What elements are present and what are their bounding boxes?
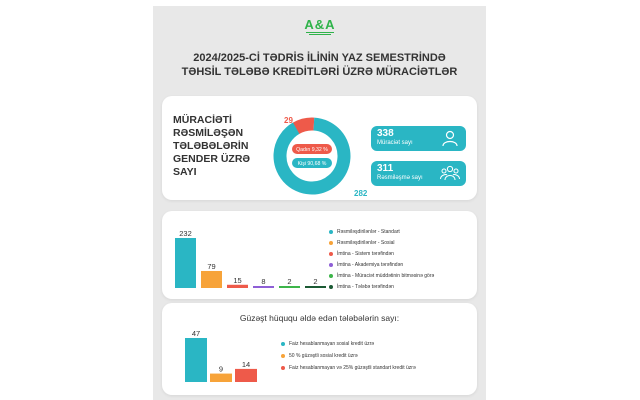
legend-item bbox=[329, 229, 400, 235]
applications-bar-chart bbox=[169, 218, 331, 296]
legend-item bbox=[329, 251, 394, 257]
legend-dot bbox=[329, 274, 333, 278]
bar-value-label: 79 bbox=[207, 261, 216, 271]
applications-value: 338 bbox=[377, 128, 394, 139]
bar-value-label: 15 bbox=[233, 275, 242, 285]
bar-value-label: 232 bbox=[179, 229, 192, 238]
gender-donut-chart bbox=[253, 106, 371, 198]
legend-label: Faiz hesablanmayan və 25% güzəştli standart kredit üzrə bbox=[289, 365, 416, 371]
value-label-female: 29 bbox=[284, 116, 293, 125]
legend-label: İmtina - Sistem tərəfindən bbox=[337, 251, 394, 257]
page-title-line2: TƏHSİL TƏLƏBƏ KREDİTLƏRİ ÜZRƏ MÜRACİƏTLƏR bbox=[181, 66, 458, 78]
infographic-page bbox=[153, 6, 486, 400]
bar-value-label: 2 bbox=[313, 277, 318, 286]
legend-item bbox=[281, 353, 358, 359]
legend-dot bbox=[329, 285, 333, 289]
legend-label: İmtina - Akademiya tərəfindən bbox=[337, 262, 404, 268]
legend-item bbox=[329, 284, 394, 290]
legend-item bbox=[329, 273, 434, 279]
legend-dot bbox=[329, 230, 333, 234]
logo-subtitle bbox=[298, 32, 342, 37]
bar bbox=[201, 271, 222, 288]
logo bbox=[298, 17, 342, 37]
page-title-line1: 2024/2025-Cİ TƏDRİS İLİNİN YAZ SEMESTRİNDƏ bbox=[193, 52, 446, 64]
legend-label: 50 % güzəştli sosial kredit üzrə bbox=[289, 353, 358, 359]
legend-label: İmtina - Müraciət müddətinin bitməsinə görə bbox=[337, 273, 435, 279]
users-group-icon bbox=[440, 164, 460, 182]
applications-label: Müraciət sayı bbox=[377, 140, 413, 146]
bar-value-label: 8 bbox=[261, 277, 266, 286]
legend-dot bbox=[281, 366, 285, 370]
pill-male-text: Kişi 90,68 % bbox=[297, 161, 327, 167]
donut-hole bbox=[288, 132, 337, 181]
legend-label: Faiz hesablanmayan sosial kredit üzrə bbox=[289, 341, 375, 347]
logo-mark: A&A bbox=[304, 17, 336, 32]
discount-bar-chart bbox=[181, 326, 265, 386]
legend-item bbox=[329, 240, 395, 246]
logo-subtitle-lines bbox=[300, 32, 340, 36]
bar-value-label: 47 bbox=[191, 329, 201, 338]
bar bbox=[235, 369, 257, 382]
page-title bbox=[153, 51, 486, 79]
bar bbox=[253, 286, 274, 288]
legend-dot bbox=[281, 342, 285, 346]
bar bbox=[175, 238, 196, 288]
user-icon bbox=[440, 129, 460, 147]
bar bbox=[185, 338, 207, 382]
legend-label: Rəsmiləşdirilənlər - Sosial bbox=[337, 240, 395, 246]
formalized-value: 311 bbox=[377, 163, 394, 174]
bar-value-label: 9 bbox=[218, 364, 224, 374]
applications-stat-card bbox=[371, 126, 466, 151]
legend-item bbox=[281, 341, 374, 347]
bar bbox=[210, 374, 232, 382]
bar bbox=[305, 286, 326, 288]
legend-dot bbox=[281, 354, 285, 358]
value-label-male: 282 bbox=[354, 189, 368, 198]
formalized-label: Rəsmiləşmə sayı bbox=[377, 175, 423, 181]
gender-title: MÜRACİƏTİ RƏSMİLƏŞƏN TƏLƏBƏLƏRİN GENDER ÜZRƏ SAYI bbox=[173, 114, 251, 178]
legend-dot bbox=[329, 241, 333, 245]
legend-item bbox=[281, 365, 416, 371]
legend-item bbox=[329, 262, 403, 268]
pill-female-text: Qadın 9,32 % bbox=[296, 147, 328, 153]
legend-dot bbox=[329, 252, 333, 256]
formalized-stat-card bbox=[371, 161, 466, 186]
bar-value-label: 2 bbox=[287, 277, 292, 286]
bar bbox=[227, 285, 248, 288]
discount-section-title: Güzəşt hüququ əldə edən tələbələrin sayı: bbox=[239, 313, 400, 323]
bar bbox=[279, 286, 300, 288]
legend-dot bbox=[329, 263, 333, 267]
legend-label: Rəsmiləşdirilənlər - Standart bbox=[337, 229, 400, 235]
legend-label: İmtina - Tələbə tərəfindən bbox=[337, 284, 394, 290]
bar-value-label: 14 bbox=[241, 359, 251, 369]
